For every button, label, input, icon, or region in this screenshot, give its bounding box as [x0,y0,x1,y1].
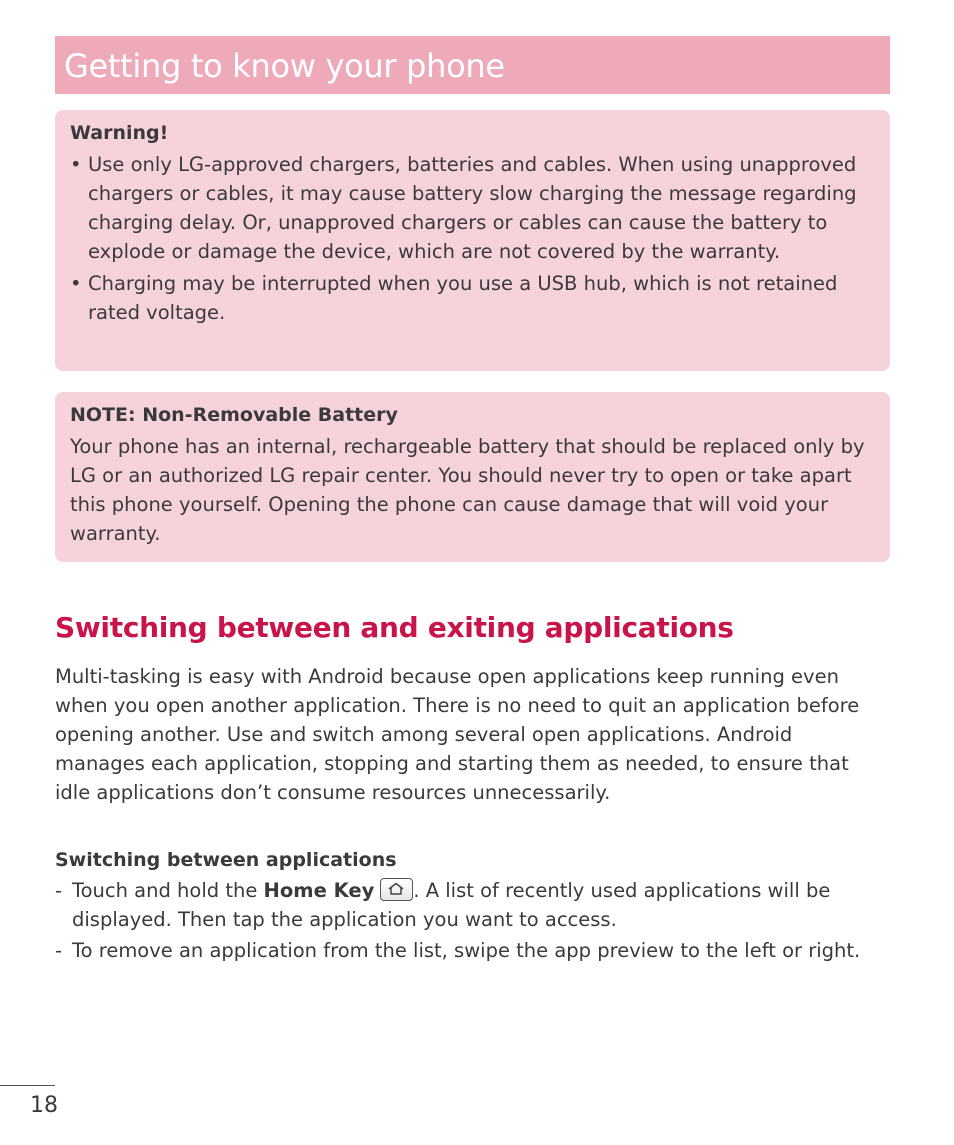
steps-list [55,876,890,967]
list-item: • Charging may be interrupted when you use a USB hub, which is not retained rated voltage. [70,269,870,327]
page-number: 18 [30,1093,58,1118]
bullet-icon: • [70,272,82,295]
list-item: - To remove an application from the list, swipe the app preview to the left or right. [55,936,890,965]
chapter-title: Getting to know your phone [64,47,505,85]
dash-icon: - [55,939,63,962]
dash-icon: - [55,879,63,902]
warning-list [70,150,870,327]
subsection-title: Switching between applications [55,849,397,871]
bullet-icon: • [70,153,82,176]
note-title: NOTE: Non-Removable Battery [70,404,398,426]
list-item: - Touch and hold the Home Key . A list of recently used applications will be displayed. Then tap the application you want to access. [55,876,890,934]
home-key-label: Home Key [263,879,375,902]
warning-title: Warning! [70,122,169,144]
list-item: • Use only LG-approved chargers, batteries and cables. When using unapproved chargers or cables, it may cause battery slow charging the message regarding charging delay. Or, unapproved chargers or cables can cause the battery to explode or damage the device, which are not covered by the warranty. [70,150,870,266]
footer-divider [0,1085,55,1086]
note-box [55,392,890,562]
chapter-header [55,36,890,94]
section-intro: Multi-tasking is easy with Android because open applications keep running even when you open another application. There is no need to quit an application before opening another. Use and switch among several open applications. Android manages each application, stopping and starting them as needed, to ensure that idle applications don’t consume resources unnecessarily. [55,665,860,804]
note-body: Your phone has an internal, rechargeable battery that should be replaced only by LG or an authorized LG repair center. You should never try to open or take apart this phone yourself. Opening the phone can cause damage that will void your warranty. [70,435,865,545]
home-key-icon [380,878,413,901]
warning-box [55,110,890,371]
section-title: Switching between and exiting applications [55,611,734,644]
